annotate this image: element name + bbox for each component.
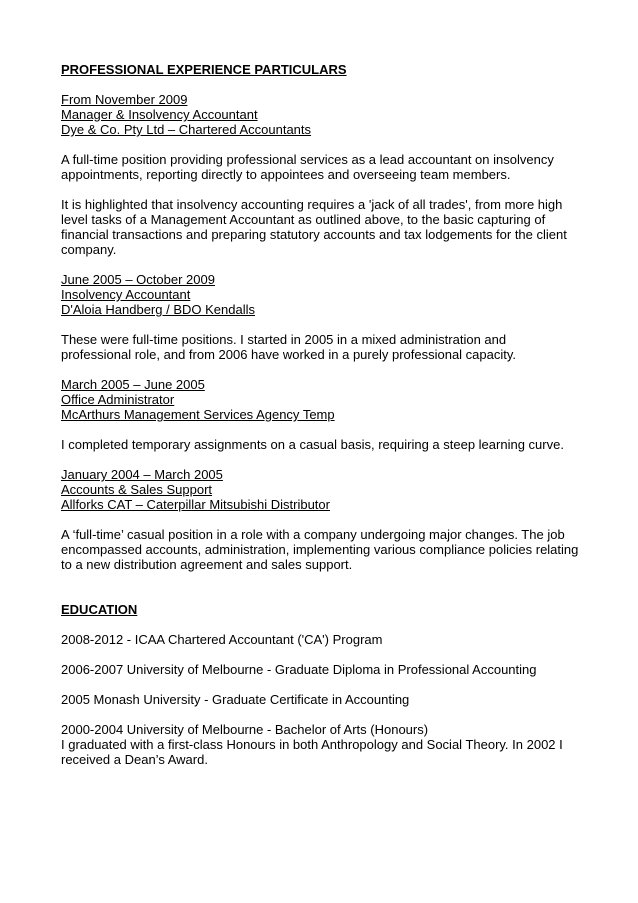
text-line: encompassed accounts, administration, implementing various compliance policies relating bbox=[61, 542, 579, 557]
job-description bbox=[61, 197, 581, 257]
job-title: Manager & Insolvency Accountant bbox=[61, 107, 258, 122]
text-line: company. bbox=[61, 242, 117, 257]
text-line: 2000-2004 University of Melbourne - Bachelor of Arts (Honours) bbox=[61, 722, 429, 737]
text-line: 2006-2007 University of Melbourne - Graduate Diploma in Professional Accounting bbox=[61, 662, 537, 677]
education-heading: EDUCATION bbox=[61, 602, 138, 617]
text-line: professional role, and from 2006 have worked in a purely professional capacity. bbox=[61, 347, 517, 362]
education-entry bbox=[61, 662, 581, 677]
text-line: I completed temporary assignments on a casual basis, requiring a steep learning curve. bbox=[61, 437, 564, 452]
education-entry bbox=[61, 722, 581, 767]
education-entry bbox=[61, 632, 581, 647]
job-employer: D'Aloia Handberg / BDO Kendalls bbox=[61, 302, 255, 317]
job-entry bbox=[61, 272, 581, 362]
job-dates: From November 2009 bbox=[61, 92, 188, 107]
job-title: Accounts & Sales Support bbox=[61, 482, 213, 497]
job-employer: Allforks CAT – Caterpillar Mitsubishi Distributor bbox=[61, 497, 330, 512]
text-line: financial transactions and preparing statutory accounts and tax lodgements for the client bbox=[61, 227, 567, 242]
text-line: level tasks of a Management Accountant as outlined above, to the basic capturing of bbox=[61, 212, 546, 227]
job-description bbox=[61, 152, 581, 182]
job-entry bbox=[61, 92, 581, 257]
job-dates: June 2005 – October 2009 bbox=[61, 272, 215, 287]
text-line: It is highlighted that insolvency accounting requires a 'jack of all trades', from more high bbox=[61, 197, 563, 212]
text-line: received a Dean’s Award. bbox=[61, 752, 208, 767]
job-dates: March 2005 – June 2005 bbox=[61, 377, 205, 392]
job-employer: McArthurs Management Services Agency Temp bbox=[61, 407, 335, 422]
text-line: I graduated with a first-class Honours in both Anthropology and Social Theory. In 2002 I bbox=[61, 737, 563, 752]
text-line: A ‘full-time’ casual position in a role with a company undergoing major changes. The job bbox=[61, 527, 565, 542]
job-entry bbox=[61, 377, 581, 452]
job-description bbox=[61, 527, 581, 572]
experience-heading: PROFESSIONAL EXPERIENCE PARTICULARS bbox=[61, 62, 347, 77]
job-description bbox=[61, 437, 581, 452]
text-line: 2005 Monash University - Graduate Certificate in Accounting bbox=[61, 692, 410, 707]
text-line: A full-time position providing professional services as a lead accountant on insolvency bbox=[61, 152, 554, 167]
resume-content bbox=[61, 62, 581, 767]
text-line: These were full-time positions. I started in 2005 in a mixed administration and bbox=[61, 332, 507, 347]
job-dates: January 2004 – March 2005 bbox=[61, 467, 223, 482]
text-line: appointments, reporting directly to appointees and overseeing team members. bbox=[61, 167, 511, 182]
job-employer: Dye & Co. Pty Ltd – Chartered Accountants bbox=[61, 122, 312, 137]
text-line: 2008-2012 - ICAA Chartered Accountant ('CA') Program bbox=[61, 632, 383, 647]
job-entry bbox=[61, 467, 581, 572]
job-description bbox=[61, 332, 581, 362]
job-title: Insolvency Accountant bbox=[61, 287, 191, 302]
job-title: Office Administrator bbox=[61, 392, 175, 407]
education-entry bbox=[61, 692, 581, 707]
text-line: to a new distribution agreement and sales support. bbox=[61, 557, 353, 572]
